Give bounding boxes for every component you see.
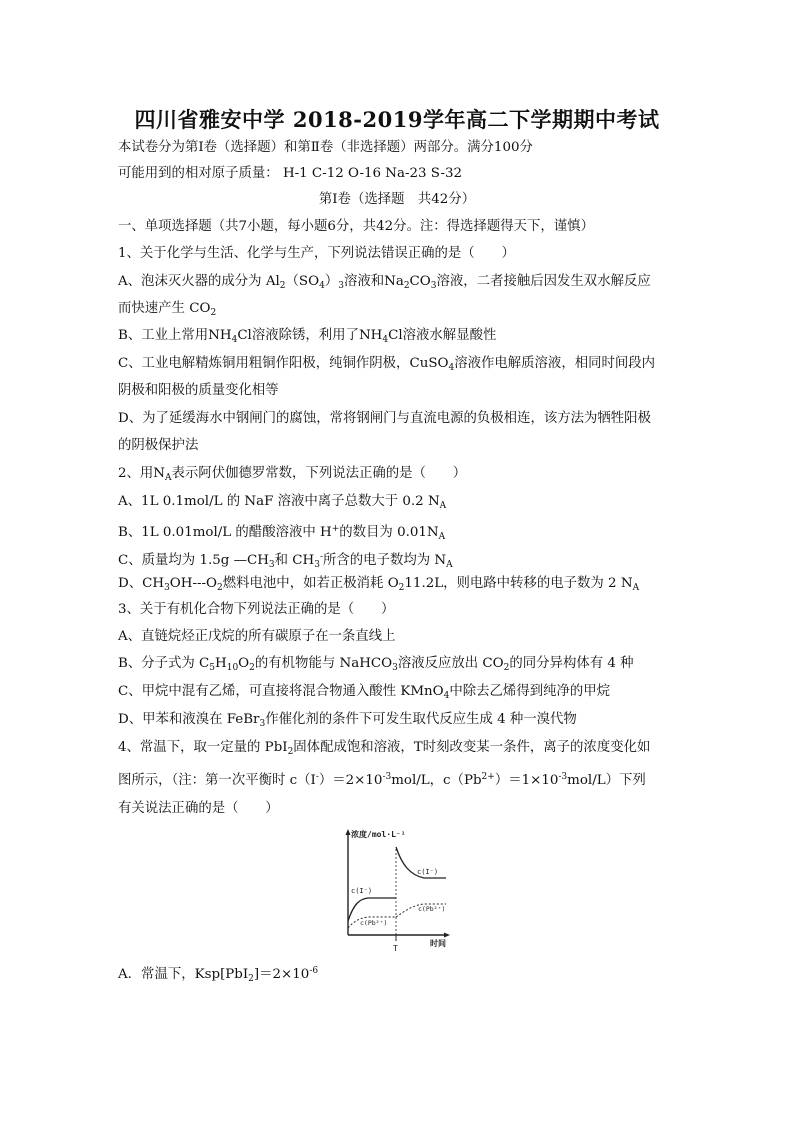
q3-option-c: C、甲烷中混有乙烯，可直接将混合物通入酸性 KMnO$_4$中除去乙烯得到纯净的甲烷 (118, 684, 611, 701)
t-label: T (393, 944, 398, 953)
intro-line-2: 可能用到的相对原子质量： H-1 C-12 O-16 Na-23 S-32 (118, 166, 463, 181)
q1-option-d: D、为了延缓海水中钢闸门的腐蚀，常将钢闸门与直流电源的负极相连，该方法为牺牲阳极 (118, 411, 651, 426)
q2-option-d: D、$CH_3OH---O_2$燃料电池中，如若正极消耗 $O_211.2L$，则电路中转移的电子数为 2 $N_A$ (118, 576, 640, 593)
q2-stem: 2、用$N_A$表示阿伏伽德罗常数，下列说法正确的是（ ） (118, 466, 467, 483)
q3-stem: 3、关于有机化合物下列说法正确的是（ ） (118, 602, 395, 617)
c-pb-left-label: c(Pb²⁺) (360, 919, 388, 927)
q1-option-a-cont: 而快速产生 $CO_2$ (118, 301, 217, 318)
q1-option-d-cont: 的阴极保护法 (118, 438, 199, 453)
q3-option-b: B、分子式为 $C_5H_{10}O_2$的有机物能与 NaHCO$_3$溶液反应放出 $CO_2$的同分异构体有 4 种 (118, 656, 634, 673)
q4-stem-line-3: 有关说法正确的是（ ） (118, 801, 279, 816)
q1-stem: 1、关于化学与生活、化学与生产，下列说法错误正确的是（ ） (118, 246, 515, 261)
q3-option-a: A、直链烷烃正戊烷的所有碳原子在一条直线上 (118, 629, 396, 644)
q1-option-c: C、工业电解精炼铜用粗铜作阳极，纯铜作阴极，CuSO$_4$溶液作电解质溶液，相同时间段内 (118, 356, 656, 373)
q4-stem-line-1: 4、常温下，取一定量的 PbI$_2$固体配成饱和溶液，T时刻改变某一条件，离子的浓度变化如 (118, 740, 651, 757)
q2-option-b: B、1L 0.01mol/L 的醋酸溶液中 H+的数目为 $0.01N_A$ (118, 524, 446, 542)
page-title: 四川省雅安中学 2018-2019学年高二下学期期中考试 (134, 107, 660, 132)
q2-option-a: A、1L 0.1mol/L 的 NaF 溶液中离子总数大于 0.2 $N_A$ (118, 494, 447, 511)
y-axis-arrow (346, 829, 351, 835)
q1-option-a: A、泡沫灭火器的成分为 $Al_2(SO_4)_3$溶液和$Na_2CO_3$溶液，二者接触后因发生双水解反应 (118, 274, 651, 291)
c-pb-right-label: c(Pb²⁺) (418, 905, 446, 913)
q1-option-c-cont: 阴极和阳极的质量变化相等 (118, 383, 279, 398)
q4-stem-line-2: 图所示，（注：第一次平衡时 $c(I^-)=2\times 10^{-3}mol/L$，$c(Pb^{2+})=1\times 10^{-3}mol/L$）下列 (118, 772, 646, 788)
c-i-left-curve (348, 898, 396, 921)
c-i-left-label: c(I⁻) (351, 887, 373, 895)
q3-option-d: D、甲苯和液溴在 FeBr$_3$作催化剂的条件下可发生取代反应生成 4 种一溴代物 (118, 712, 577, 729)
x-axis-arrow (444, 933, 450, 938)
c-i-right-label: c(I⁻) (417, 868, 439, 876)
q4-option-a: A．常温下，$Ksp[PbI_2]=2\times 10^{-6}$ (118, 966, 319, 984)
q1-option-b: B、工业上常用$NH_4Cl$溶液除锈，利用了$NH_4Cl$溶液水解显酸性 (118, 328, 497, 345)
concentration-time-figure (338, 825, 460, 955)
x-axis-label: 时间 (430, 939, 446, 948)
part-heading: 一、单项选择题（共7小题，每小题6分，共42分。注：得选择题得天下，谨慎） (118, 219, 594, 234)
y-axis-label: 浓度/mol·L⁻¹ (351, 830, 406, 839)
section-heading: 第Ⅰ卷（选择题 共42分） (318, 192, 476, 207)
concentration-time-plot (338, 825, 460, 955)
q2-option-c: C、质量均为 1.5g $—CH_3$和 $CH_3^-$所含的电子数均为 $N_A$ (118, 552, 453, 570)
intro-line-1: 本试卷分为第Ⅰ卷（选择题）和第Ⅱ卷（非选择题）两部分。满分100分 (118, 140, 533, 155)
